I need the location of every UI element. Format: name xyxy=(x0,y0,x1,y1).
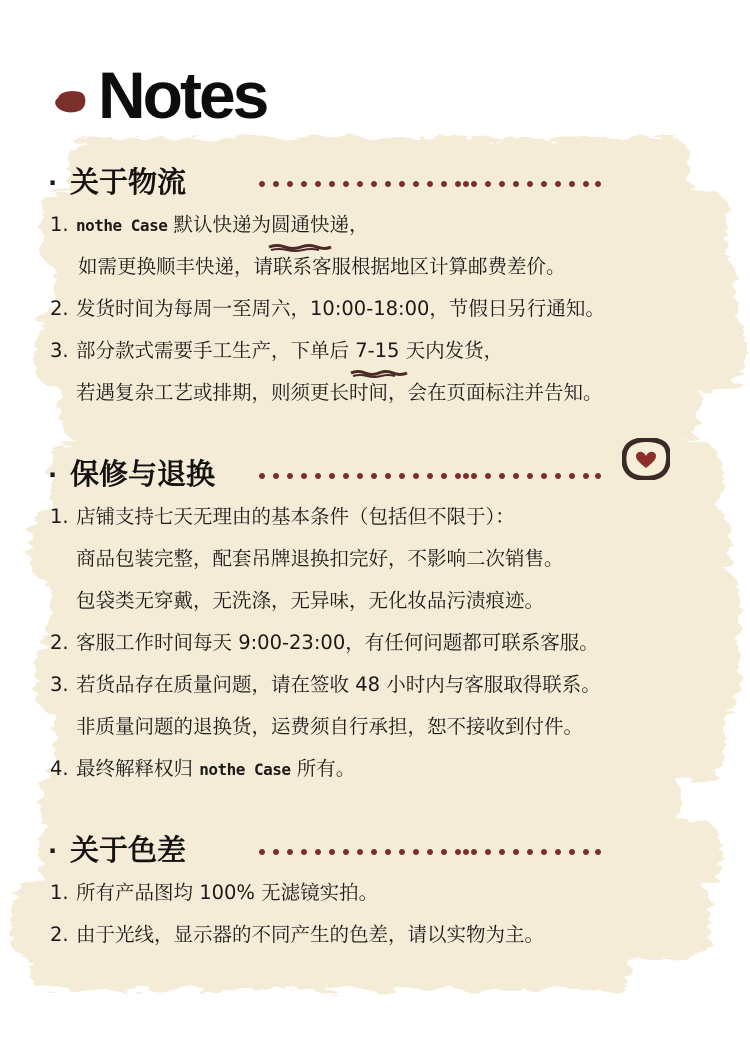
dotted-divider-icon xyxy=(258,470,602,482)
item-text-segment: 快递， xyxy=(310,213,369,236)
list-item-continuation xyxy=(0,246,750,288)
highlighted-text xyxy=(355,339,399,362)
page-title: Notes xyxy=(98,58,267,132)
item-text-segment: 默认快递为 xyxy=(167,213,272,236)
brand-name: nothe Case xyxy=(199,760,291,779)
dotted-divider-icon xyxy=(258,178,602,190)
section-warranty-returns xyxy=(0,452,750,790)
section-title: 保修与退换 xyxy=(70,457,216,491)
item-text xyxy=(76,204,369,247)
list-item-continuation xyxy=(0,706,750,748)
item-text: 客服工作时间每天 9:00-23:00，有任何问题都可联系客服。 xyxy=(76,631,599,654)
section-bullet: · xyxy=(48,169,58,197)
item-text-segment: 最终解释权归 xyxy=(76,757,200,780)
item-text xyxy=(76,748,355,791)
item-text: 发货时间为每周一至周六，10:00-18:00，节假日另行通知。 xyxy=(76,297,605,320)
item-number: 4. xyxy=(50,757,69,780)
heart-badge-icon xyxy=(622,438,670,480)
section-color-difference xyxy=(0,828,750,956)
list-item xyxy=(0,872,750,914)
item-text: 非质量问题的退换货，运费须自行承担，恕不接收到付件。 xyxy=(76,715,584,738)
section-bullet: · xyxy=(48,461,58,489)
section-title: 关于色差 xyxy=(70,833,187,867)
item-number: 1. xyxy=(50,213,69,236)
item-text: 若遇复杂工艺或排期，则须更长时间，会在页面标注并告知。 xyxy=(76,381,603,404)
list-item xyxy=(0,204,750,246)
item-text-segment: 部分款式需要手工生产，下单后 xyxy=(76,339,356,362)
item-text-segment: 圆通 xyxy=(271,213,311,236)
item-number: 1. xyxy=(50,505,69,528)
list-item xyxy=(0,664,750,706)
item-text-segment: 所有。 xyxy=(290,757,356,780)
highlighted-text xyxy=(271,213,310,236)
item-text: 如需更换顺丰快递，请联系客服根据地区计算邮费差价。 xyxy=(78,255,566,278)
section-header xyxy=(0,828,750,872)
list-item xyxy=(0,496,750,538)
list-item-continuation xyxy=(0,580,750,622)
list-item xyxy=(0,622,750,664)
item-number: 3. xyxy=(50,339,69,362)
brand-name: nothe Case xyxy=(76,216,168,235)
item-text: 店铺支持七天无理由的基本条件（包括但不限于）： xyxy=(76,505,515,528)
list-item-continuation xyxy=(0,372,750,414)
item-number: 1. xyxy=(50,881,69,904)
dotted-divider-icon xyxy=(258,846,602,858)
item-text: 由于光线，显示器的不同产生的色差，请以实物为主。 xyxy=(76,923,545,946)
list-item xyxy=(0,914,750,956)
item-text: 所有产品图均 100% 无滤镜实拍。 xyxy=(76,881,379,904)
item-number: 3. xyxy=(50,673,69,696)
list-item xyxy=(0,330,750,372)
list-item xyxy=(0,748,750,790)
blob-dot-icon xyxy=(54,88,88,114)
item-number: 2. xyxy=(50,923,69,946)
list-item xyxy=(0,288,750,330)
item-number: 2. xyxy=(50,631,69,654)
section-header xyxy=(0,452,750,496)
section-logistics xyxy=(0,160,750,414)
item-text: 商品包装完整，配套吊牌退换扣完好，不影响二次销售。 xyxy=(76,547,564,570)
item-text-segment: 7-15 xyxy=(355,339,400,362)
section-title: 关于物流 xyxy=(70,165,187,199)
item-text xyxy=(76,330,503,372)
item-number: 2. xyxy=(50,297,69,320)
section-bullet: · xyxy=(48,837,58,865)
item-text: 若货品存在质量问题，请在签收 48 小时内与客服取得联系。 xyxy=(76,673,601,696)
list-item-continuation xyxy=(0,538,750,580)
item-text-segment: 天内发货， xyxy=(399,339,504,362)
section-header xyxy=(0,160,750,204)
item-text: 包袋类无穿戴，无洗涤，无异味，无化妆品污渍痕迹。 xyxy=(76,589,545,612)
